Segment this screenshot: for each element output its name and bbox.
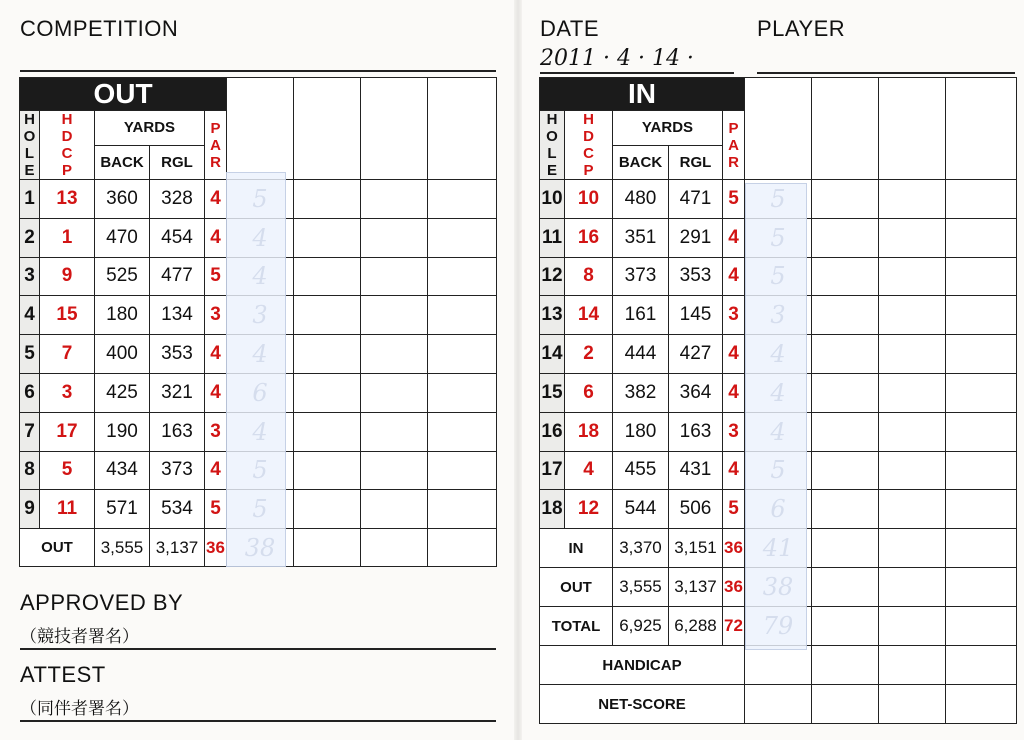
handicap-row-label: HANDICAP [540,646,745,685]
total-par: 36 [723,568,745,607]
par-value: 4 [205,180,227,219]
score-cell[interactable] [812,646,879,685]
date-value: 2011 · 4 · 14 · [540,46,694,71]
score-cell[interactable] [946,646,1017,685]
total-rgl-yards: 3,137 [150,529,205,567]
total-back-yards: 3,555 [613,568,669,607]
hdcp-value: 3 [40,373,95,412]
hdcp-value: 9 [40,257,95,296]
total-rgl-yards: 3,151 [669,529,723,568]
player-line[interactable] [757,72,1015,74]
score-cell[interactable] [946,568,1017,607]
score-cell[interactable] [361,218,428,257]
score-cell[interactable] [879,373,946,412]
hole-number: 12 [540,257,565,296]
hole-number: 8 [20,451,40,490]
par-value: 5 [205,257,227,296]
score-cell[interactable] [812,568,879,607]
par-value: 3 [205,412,227,451]
total-label: OUT [540,568,613,607]
score-cell[interactable] [361,335,428,374]
hole-number: 18 [540,490,565,529]
attest-jp-label: （同伴者署名） [20,699,139,718]
par-value: 4 [205,451,227,490]
back-yards: 400 [95,335,150,374]
back-yards: 360 [95,180,150,219]
score-cell[interactable] [946,529,1017,568]
player-label: PLAYER [757,16,846,41]
score-cell[interactable] [879,412,946,451]
player-col-1-header[interactable] [227,78,294,180]
score-cell[interactable] [361,296,428,335]
score-cell[interactable] [361,412,428,451]
competition-line[interactable] [20,70,496,72]
rgl-header: RGL [150,145,205,180]
score-cell[interactable] [879,335,946,374]
rgl-header: RGL [669,145,723,180]
par-value: 4 [723,257,745,296]
player-col-4-header[interactable] [428,78,497,180]
hdcp-column-header: H D C P [565,111,613,180]
score-cell[interactable] [428,335,497,374]
score-cell[interactable] [879,451,946,490]
hole-number: 14 [540,335,565,374]
rgl-yards: 321 [150,373,205,412]
net-score-row-label: NET-SCORE [540,685,745,724]
score-cell[interactable] [812,529,879,568]
hdcp-value: 15 [40,296,95,335]
score-cell[interactable] [879,218,946,257]
handicap-row [540,646,1017,685]
score-cell[interactable] [294,218,361,257]
score-cell[interactable] [428,451,497,490]
in-score-strip [745,183,807,650]
score-cell[interactable] [946,412,1017,451]
score-cell[interactable] [879,257,946,296]
score-cell[interactable] [879,490,946,529]
score-cell[interactable] [294,529,361,567]
score-cell[interactable] [812,490,879,529]
hdcp-value: 5 [40,451,95,490]
hole-column-header: H O L E [20,111,40,180]
approved-by-jp-label: （競技者署名） [20,627,139,646]
hole-number: 6 [20,373,40,412]
score-cell[interactable] [879,296,946,335]
back-header: BACK [613,145,669,180]
score-cell[interactable] [946,685,1017,724]
score-cell[interactable] [812,451,879,490]
score-cell[interactable] [946,296,1017,335]
par-value: 3 [723,412,745,451]
back-yards: 480 [613,180,669,219]
score-cell[interactable] [879,529,946,568]
par-value: 5 [723,490,745,529]
back-yards: 373 [613,257,669,296]
hole-number: 2 [20,218,40,257]
back-yards: 544 [613,490,669,529]
total-par: 36 [205,529,227,567]
total-back-yards: 6,925 [613,607,669,646]
score-cell[interactable] [294,490,361,529]
attest-label: ATTEST [20,662,106,687]
hdcp-column-header: H D C P [40,111,95,180]
total-label: IN [540,529,613,568]
hole-number: 3 [20,257,40,296]
hole-number: 1 [20,180,40,219]
approved-signature-line[interactable] [20,648,496,650]
score-cell[interactable] [294,296,361,335]
score-cell[interactable] [361,451,428,490]
score-cell[interactable] [428,373,497,412]
score-cell[interactable] [812,257,879,296]
rgl-yards: 353 [150,335,205,374]
rgl-yards: 373 [150,451,205,490]
hole-number: 4 [20,296,40,335]
score-cell[interactable] [428,412,497,451]
player-col-4-header[interactable] [946,78,1017,180]
back-yards: 444 [613,335,669,374]
par-value: 5 [723,180,745,219]
score-cell[interactable] [361,373,428,412]
par-value: 4 [205,373,227,412]
rgl-yards: 454 [150,218,205,257]
total-label: OUT [20,529,95,567]
score-cell[interactable] [946,607,1017,646]
rgl-yards: 471 [669,180,723,219]
score-cell[interactable] [294,180,361,219]
rgl-yards: 134 [150,296,205,335]
date-label: DATE [540,16,600,41]
rgl-yards: 163 [150,412,205,451]
score-cell[interactable] [294,373,361,412]
hdcp-value: 13 [40,180,95,219]
back-yards: 180 [95,296,150,335]
date-line[interactable] [540,72,734,74]
hole-number: 16 [540,412,565,451]
hdcp-value: 1 [40,218,95,257]
hole-number: 7 [20,412,40,451]
rgl-yards: 328 [150,180,205,219]
score-cell[interactable] [428,529,497,567]
score-cell[interactable] [812,607,879,646]
score-cell[interactable] [879,685,946,724]
back-yards: 180 [613,412,669,451]
back-yards: 455 [613,451,669,490]
back-yards: 425 [95,373,150,412]
score-cell[interactable] [361,257,428,296]
score-cell[interactable] [812,296,879,335]
yards-header: YARDS [95,111,205,146]
back-yards: 351 [613,218,669,257]
score-cell[interactable] [879,180,946,219]
par-value: 4 [723,451,745,490]
score-cell[interactable] [428,296,497,335]
hdcp-value: 12 [565,490,613,529]
score-cell[interactable] [946,451,1017,490]
par-value: 3 [205,296,227,335]
back-yards: 382 [613,373,669,412]
score-cell[interactable] [428,218,497,257]
rgl-yards: 534 [150,490,205,529]
par-column-header: P A R [205,111,227,180]
hole-number: 17 [540,451,565,490]
score-cell[interactable] [428,490,497,529]
par-value: 4 [723,218,745,257]
par-value: 3 [723,296,745,335]
player-col-2-header[interactable] [294,78,361,180]
competition-label: COMPETITION [20,16,179,41]
back-yards: 470 [95,218,150,257]
rgl-yards: 163 [669,412,723,451]
back-yards: 434 [95,451,150,490]
score-cell[interactable] [879,607,946,646]
player-col-3-header[interactable] [361,78,428,180]
out-score-strip [226,172,286,567]
hdcp-value: 2 [565,335,613,374]
total-back-yards: 3,555 [95,529,150,567]
par-column-header: P A R [723,111,745,180]
score-cell[interactable] [812,412,879,451]
rgl-yards: 427 [669,335,723,374]
hole-number: 11 [540,218,565,257]
hdcp-value: 4 [565,451,613,490]
hdcp-value: 18 [565,412,613,451]
score-cell[interactable] [745,685,812,724]
score-cell[interactable] [812,685,879,724]
rgl-yards: 431 [669,451,723,490]
hdcp-value: 7 [40,335,95,374]
yards-header: YARDS [613,111,723,146]
out-title: OUT [20,78,227,111]
hole-number: 5 [20,335,40,374]
hdcp-value: 8 [565,257,613,296]
par-value: 4 [205,218,227,257]
score-cell[interactable] [946,373,1017,412]
player-col-3-header[interactable] [879,78,946,180]
total-par: 36 [723,529,745,568]
hole-number: 9 [20,490,40,529]
score-cell[interactable] [361,180,428,219]
score-cell[interactable] [294,335,361,374]
score-cell[interactable] [812,180,879,219]
hdcp-value: 6 [565,373,613,412]
score-cell[interactable] [812,218,879,257]
back-yards: 161 [613,296,669,335]
page-fold [514,0,522,740]
score-cell[interactable] [812,373,879,412]
total-par: 72 [723,607,745,646]
score-cell[interactable] [428,180,497,219]
score-cell[interactable] [879,568,946,607]
player-col-1-header[interactable] [745,78,812,180]
rgl-yards: 364 [669,373,723,412]
hdcp-value: 11 [40,490,95,529]
score-cell[interactable] [361,490,428,529]
player-col-2-header[interactable] [812,78,879,180]
rgl-yards: 477 [150,257,205,296]
score-cell[interactable] [361,529,428,567]
hdcp-value: 17 [40,412,95,451]
hdcp-value: 14 [565,296,613,335]
rgl-yards: 291 [669,218,723,257]
approved-by-label: APPROVED BY [20,590,184,615]
score-cell[interactable] [812,335,879,374]
attest-signature-line[interactable] [20,720,496,722]
hole-number: 13 [540,296,565,335]
back-header: BACK [95,145,150,180]
score-cell[interactable] [428,257,497,296]
total-label: TOTAL [540,607,613,646]
par-value: 4 [723,335,745,374]
hdcp-value: 16 [565,218,613,257]
score-cell[interactable] [294,412,361,451]
score-cell[interactable] [745,646,812,685]
score-cell[interactable] [879,646,946,685]
rgl-yards: 145 [669,296,723,335]
par-value: 5 [205,490,227,529]
score-cell[interactable] [946,257,1017,296]
score-cell[interactable] [294,257,361,296]
total-back-yards: 3,370 [613,529,669,568]
hole-column-header: H O L E [540,111,565,180]
total-rgl-yards: 6,288 [669,607,723,646]
back-yards: 190 [95,412,150,451]
rgl-yards: 353 [669,257,723,296]
back-yards: 525 [95,257,150,296]
net-score-row [540,685,1017,724]
back-yards: 571 [95,490,150,529]
hole-number: 10 [540,180,565,219]
in-title: IN [540,78,745,111]
hdcp-value: 10 [565,180,613,219]
total-rgl-yards: 3,137 [669,568,723,607]
score-cell[interactable] [946,180,1017,219]
score-cell[interactable] [294,451,361,490]
par-value: 4 [205,335,227,374]
hole-number: 15 [540,373,565,412]
score-cell[interactable] [946,218,1017,257]
par-value: 4 [723,373,745,412]
rgl-yards: 506 [669,490,723,529]
score-cell[interactable] [946,490,1017,529]
score-cell[interactable] [946,335,1017,374]
